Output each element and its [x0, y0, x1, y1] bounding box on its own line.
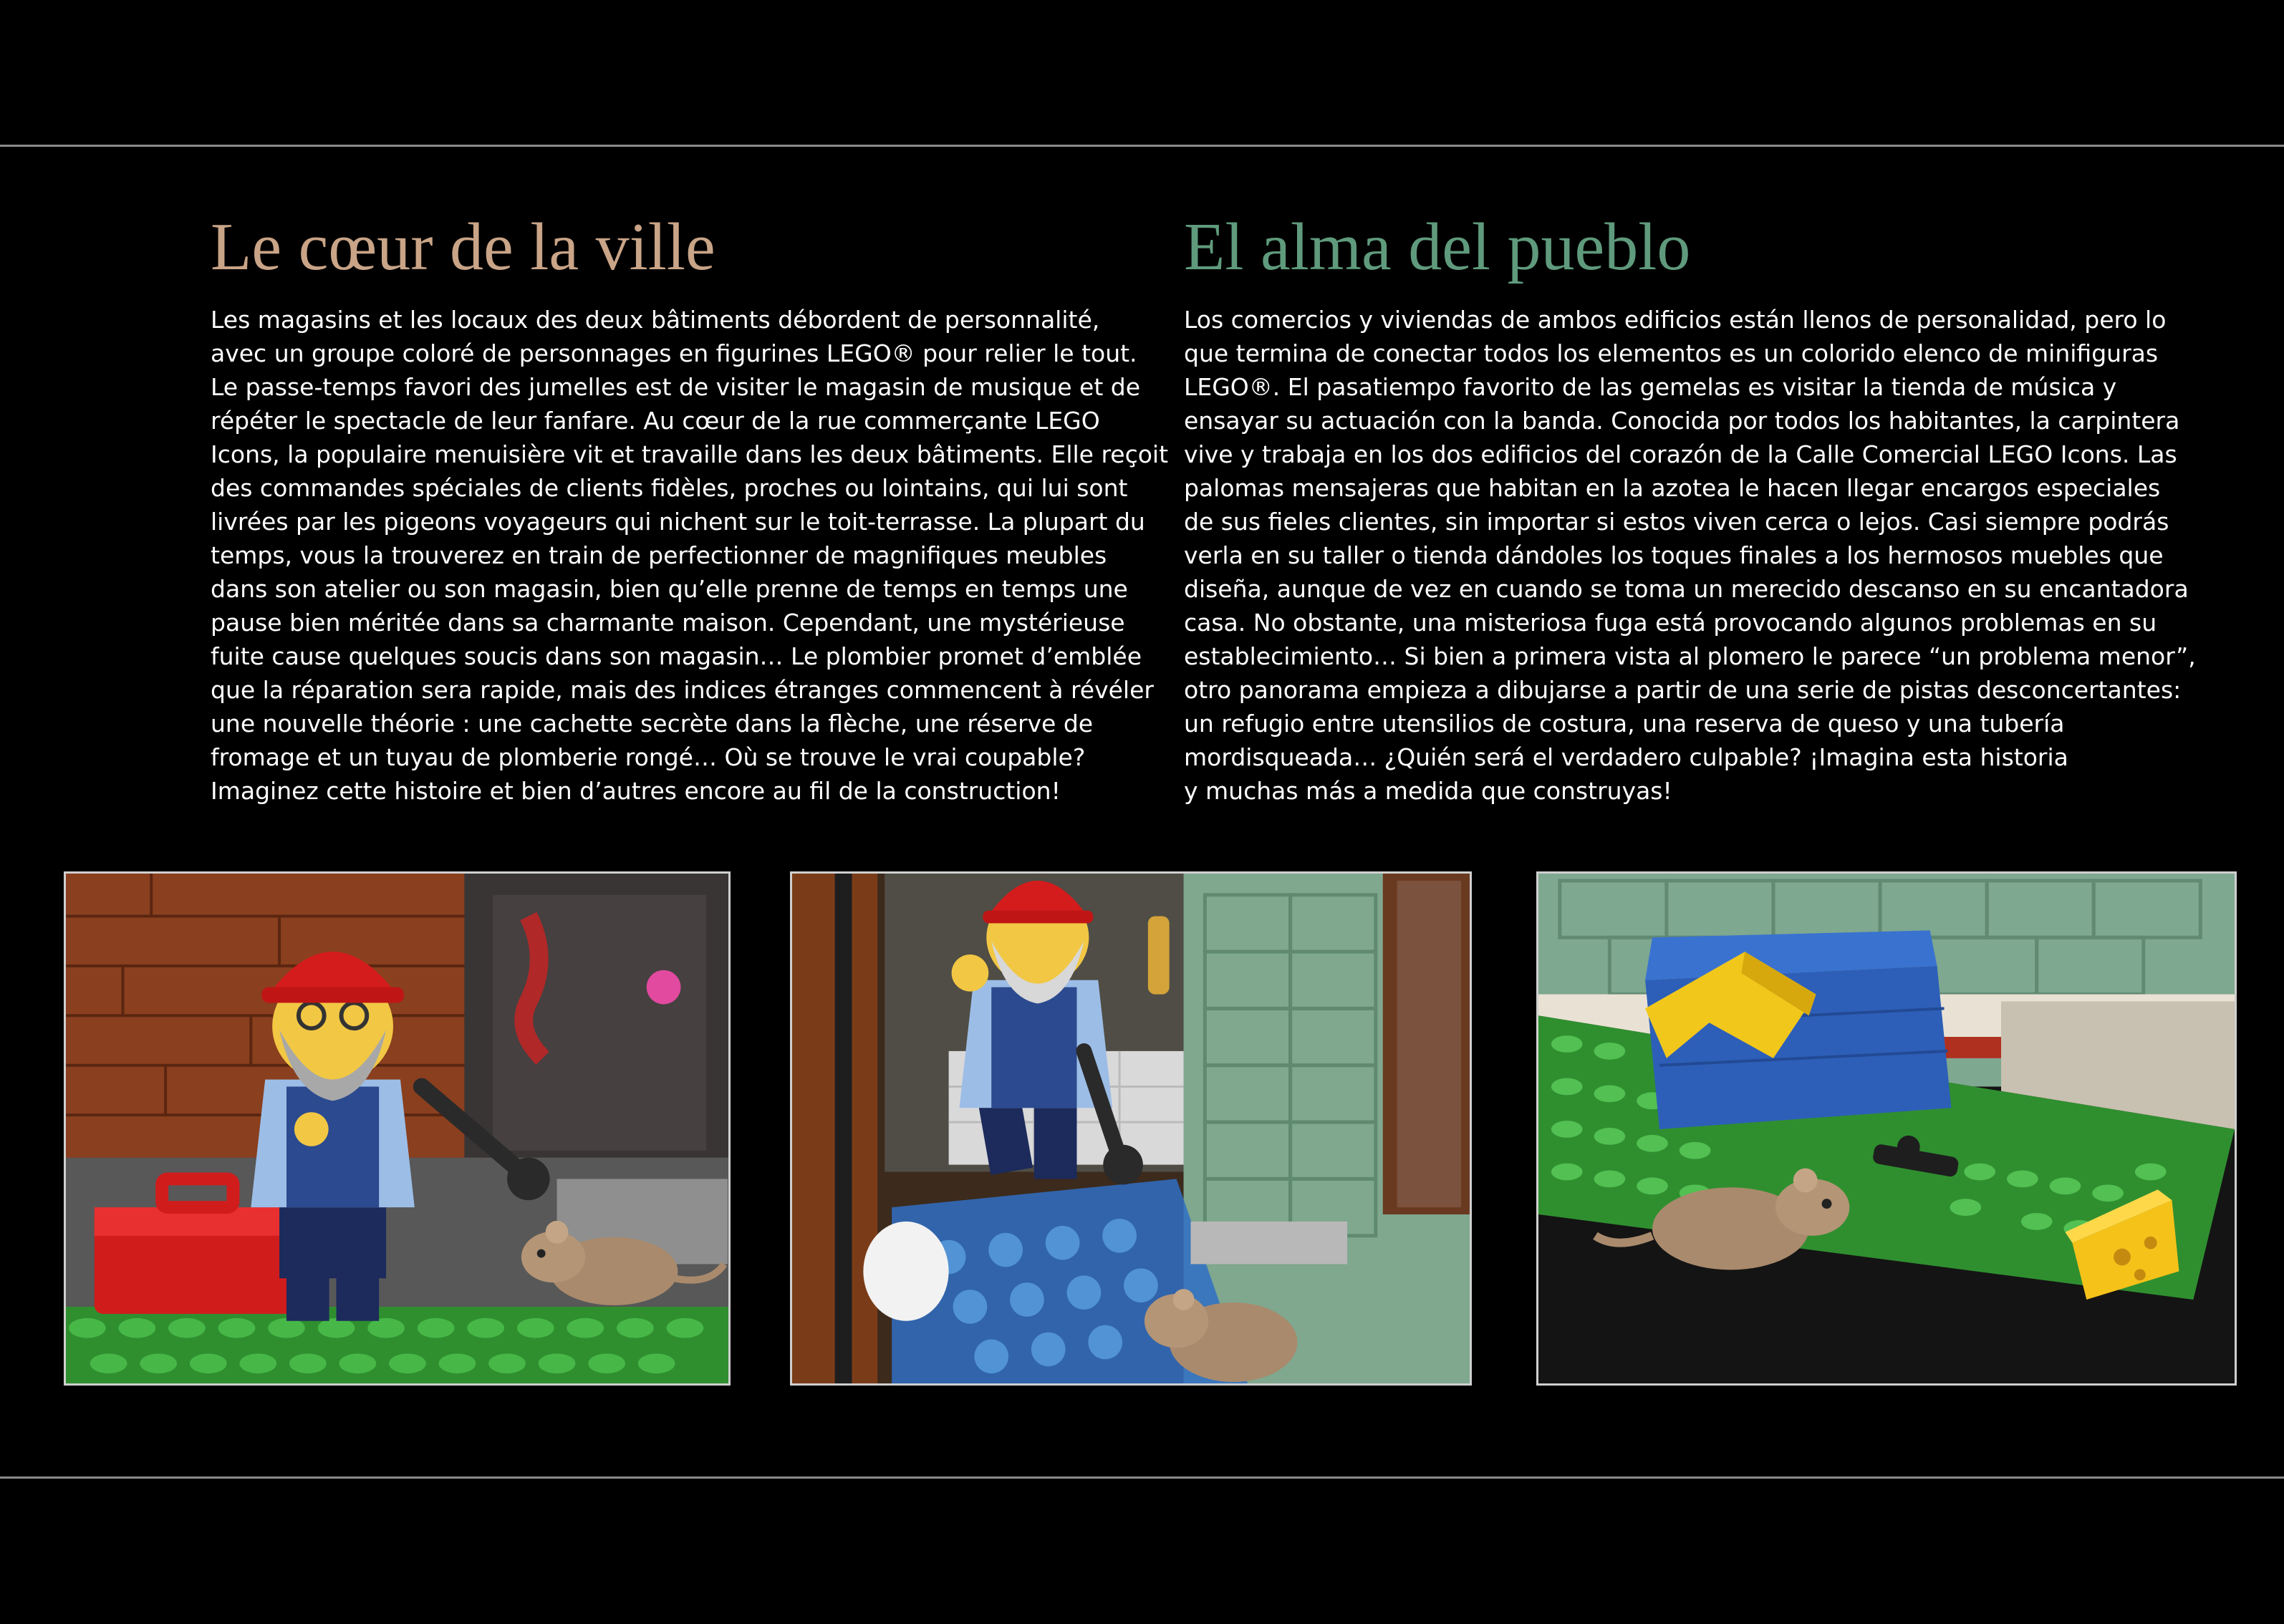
spanish-line: un refugio entre utensilios de costura, una reserva de queso y una tubería: [1184, 710, 2065, 738]
french-line: Les magasins et les locaux des deux bâtiments débordent de personnalité,: [211, 306, 1100, 334]
french-line: une nouvelle théorie : une cachette secrète dans la flèche, une réserve de: [211, 710, 1094, 738]
french-line: Icons, la populaire menuisière vit et travaille dans les deux bâtiments. Elle reçoit: [211, 440, 1169, 468]
french-heading: Le cœur de la ville: [211, 210, 715, 284]
french-line: fromage et un tuyau de plomberie rongé… Où se trouve le vrai coupable?: [211, 743, 1086, 771]
french-line: fuite cause quelques soucis dans son magasin… Le plombier promet d’emblée: [211, 642, 1142, 670]
photo-plumber-leak: [790, 871, 1472, 1386]
spanish-heading: El alma del pueblo: [1184, 210, 1691, 284]
spanish-column: [1184, 204, 2196, 808]
french-line: que la réparation sera rapide, mais des indices étranges commencent à révéler: [211, 676, 1154, 704]
french-line: Le passe-temps favori des jumelles est de visiter le magasin de musique et de: [211, 373, 1141, 401]
rat-cheese-illustration: [1538, 874, 2235, 1383]
spanish-line: mordisqueada… ¿Quién será el verdadero culpable? ¡Imagina esta historia: [1184, 743, 2068, 771]
top-divider: [0, 145, 2284, 147]
plumber-leak-illustration: [792, 874, 1470, 1383]
spanish-line: Los comercios y viviendas de ambos edificios están llenos de personalidad, pero lo: [1184, 306, 2167, 334]
spanish-line: verla en su taller o tienda dándoles los toques finales a los hermosos muebles que: [1184, 541, 2164, 569]
spanish-line: establecimiento… Si bien a primera vista al plomero le parece “un problema menor”,: [1184, 642, 2196, 670]
spanish-line: palomas mensajeras que habitan en la azotea le hacen llegar encargos especiales: [1184, 474, 2161, 502]
french-line: des commandes spéciales de clients fidèles, proches ou lointains, qui lui sont: [211, 474, 1128, 502]
spanish-line: otro panorama empieza a dibujarse a partir de una serie de pistas desconcertantes:: [1184, 676, 2182, 704]
french-column: [211, 204, 1169, 808]
spanish-line: LEGO®. El pasatiempo favorito de las gemelas es visitar la tienda de música y: [1184, 373, 2117, 401]
bottom-divider: [0, 1476, 2284, 1479]
spanish-line: casa. No obstante, una misteriosa fuga está provocando algunos problemas en su: [1184, 609, 2157, 637]
french-body: [211, 303, 1169, 808]
spanish-line: diseña, aunque de vez en cuando se toma un merecido descanso en su encantadora: [1184, 575, 2189, 603]
french-line: Imaginez cette histoire et bien d’autres encore au fil de la construction!: [211, 777, 1061, 805]
photo-plumber-toolbox: [64, 871, 731, 1386]
spanish-line: vive y trabaja en los dos edificios del corazón de la Calle Comercial LEGO Icons. Las: [1184, 440, 2177, 468]
plumber-toolbox-illustration: [66, 874, 728, 1383]
spanish-line: y muchas más a medida que construyas!: [1184, 777, 1672, 805]
french-line: avec un groupe coloré de personnages en figurines LEGO® pour relier le tout.: [211, 339, 1137, 367]
french-line: pause bien méritée dans sa charmante maison. Cependant, une mystérieuse: [211, 609, 1125, 637]
french-line: dans son atelier ou son magasin, bien qu’elle prenne de temps en temps une: [211, 575, 1128, 603]
french-line: temps, vous la trouverez en train de perfectionner de magnifiques meubles: [211, 541, 1107, 569]
french-line: répéter le spectacle de leur fanfare. Au cœur de la rue commerçante LEGO: [211, 407, 1100, 435]
spanish-line: que termina de conectar todos los elementos es un colorido elenco de minifiguras: [1184, 339, 2159, 367]
french-line: livrées par les pigeons voyageurs qui nichent sur le toit-terrasse. La plupart du: [211, 508, 1145, 536]
spanish-line: ensayar su actuación con la banda. Conocida por todos los habitantes, la carpintera: [1184, 407, 2180, 435]
spanish-body: [1184, 303, 2196, 808]
photo-rat-cheese: [1536, 871, 2237, 1386]
spanish-line: de sus fieles clientes, sin importar si estos viven cerca o lejos. Casi siempre podrás: [1184, 508, 2169, 536]
